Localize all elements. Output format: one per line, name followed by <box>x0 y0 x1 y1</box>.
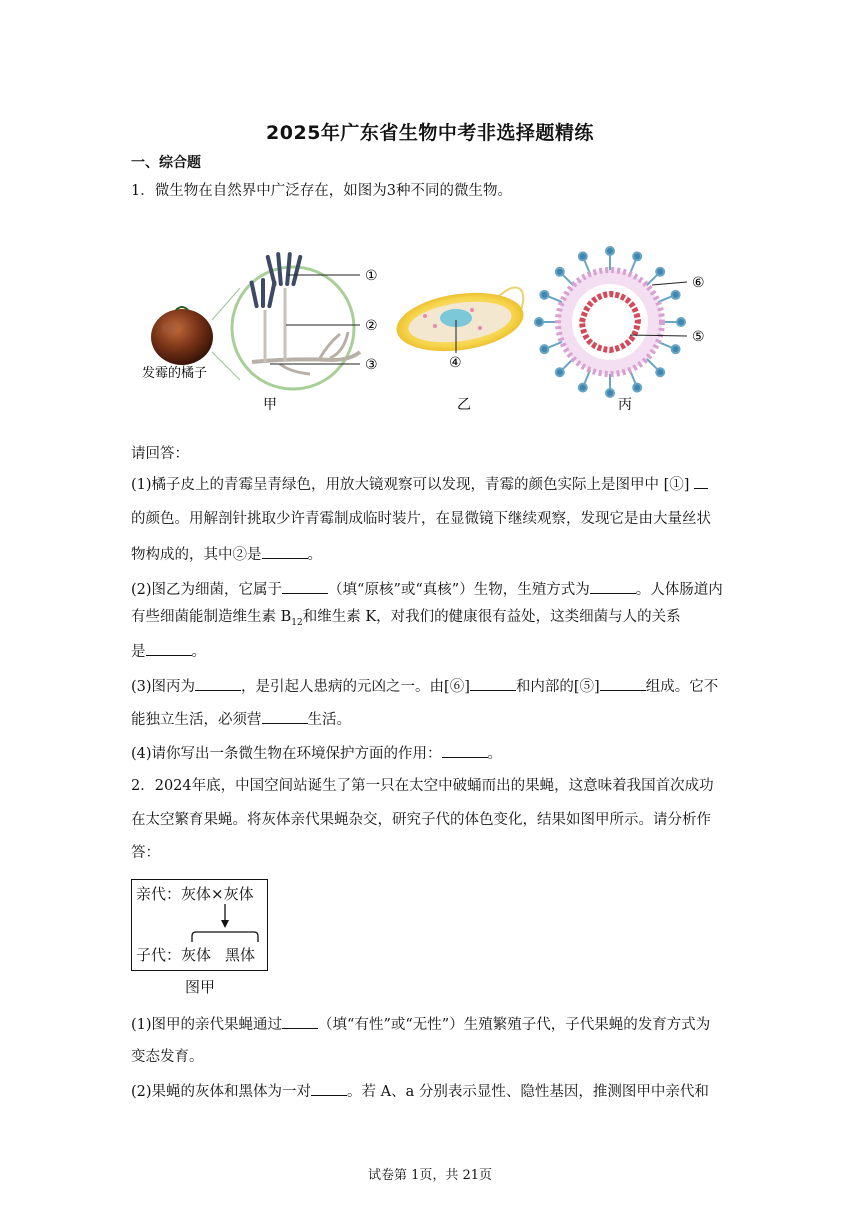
child-a: 灰体 <box>181 946 212 964</box>
virus-spike-head <box>540 291 548 299</box>
virus-spike <box>562 274 573 285</box>
q2-line1: 2．2024年底，中国空间站诞生了第一只在太空中破蛹而出的果蝇，这意味着我国首次成功 <box>131 778 714 794</box>
panel-label-yi: 乙 <box>457 397 471 413</box>
q1-part1-line1: (1)橘子皮上的青霉呈青绿色，用放大镜观察可以发现，青霉的颜色实际上是图甲中 [①] <box>131 474 708 495</box>
virus-spike-head <box>535 318 543 326</box>
q2-line2: 在太空繁育果蝇。将灰体亲代果蝇杂交，研究子代的体色变化，结果如图甲所示。请分析作 <box>131 812 711 828</box>
virus-image <box>535 247 687 397</box>
bacterium-image <box>393 285 528 358</box>
parent-b: 灰体 <box>223 885 254 903</box>
answer-blank[interactable] <box>694 474 708 489</box>
virus-spike-head <box>633 252 641 260</box>
page-footer: 试卷第 1页，共 21页 <box>367 1168 493 1183</box>
marker-1: ① <box>365 268 378 284</box>
virus-spike-head <box>656 368 664 376</box>
virus-spike-head <box>606 247 614 255</box>
penicillium-magnified <box>232 252 360 389</box>
virus-spike <box>584 370 590 385</box>
virus-spike-head <box>540 345 548 353</box>
marker-6: ⑥ <box>692 275 705 291</box>
marker-4: ④ <box>449 355 462 371</box>
microorganism-figure <box>130 240 730 420</box>
parent-a: 灰体 <box>181 885 212 903</box>
answer-blank[interactable] <box>311 1081 347 1096</box>
virus-spike-head <box>556 268 564 276</box>
section-heading: 一、综合题 <box>131 155 201 171</box>
q1-part2-line2: 有些细菌能制造维生素 $B_{12}$和维生素 K，对我们的健康很有益处，这类细菌与人的关系 <box>131 609 681 628</box>
marker-5: ⑤ <box>692 329 705 345</box>
q1-part1-line3: 物构成的，其中②是 。 <box>131 544 322 565</box>
q1-part4: (4)请你写出一条微生物在环境保护方面的作用： 。 <box>131 743 502 764</box>
child-label: 子代： <box>136 946 182 964</box>
virus-spike-head <box>579 384 587 392</box>
cross-symbol: × <box>211 885 224 903</box>
q1-part3-line1: (3)图丙为 ，是引起人患病的元凶之一。由[⑥] 和内部的[⑤] 组成。它不 <box>131 676 718 697</box>
virus-spike <box>647 359 658 370</box>
answer-blank[interactable] <box>282 579 328 594</box>
answer-blank[interactable] <box>442 743 488 758</box>
cross-arrow <box>132 904 266 944</box>
virus-spike <box>547 342 562 348</box>
parent-label: 亲代： <box>136 885 182 903</box>
virus-spike <box>647 274 658 285</box>
virus-spike <box>658 296 673 302</box>
orange-label: 发霉的橘子 <box>142 366 208 381</box>
q2-line3: 答： <box>131 845 160 861</box>
virus-spike-head <box>579 252 587 260</box>
virus-spike-head <box>672 291 680 299</box>
q2-part2-line1: (2)果蝇的灰体和黑体为一对 。若 A、a 分别表示显性、隐性基因，推测图甲中亲代和 <box>131 1081 709 1102</box>
virus-spike-head <box>556 368 564 376</box>
q1-part1-line2: 的颜色。用解剖针挑取少许青霉制成临时装片，在显微镜下继续观察，发现它是由大量丝状 <box>131 511 711 527</box>
answer-blank[interactable] <box>262 709 308 724</box>
virus-spike-head <box>633 384 641 392</box>
answer-blank[interactable] <box>262 544 308 559</box>
panel-label-bing: 丙 <box>618 397 632 413</box>
q1-part2-line1: (2)图乙为细菌，它属于 （填“原核”或“真核”）生物，生殖方式为 。人体肠道内 <box>131 579 723 600</box>
cross-diagram <box>131 879 268 971</box>
answer-blank[interactable] <box>146 641 192 656</box>
virus-spike-head <box>672 345 680 353</box>
answer-blank[interactable] <box>282 1014 318 1029</box>
moldy-orange-image <box>151 307 213 365</box>
answer-blank[interactable] <box>195 676 241 691</box>
answer-blank[interactable] <box>590 579 636 594</box>
virus-spike-head <box>677 318 685 326</box>
marker-2: ② <box>365 318 378 334</box>
panel-label-jia: 甲 <box>263 397 277 413</box>
virus-spike-head <box>656 268 664 276</box>
answer-blank[interactable] <box>470 676 516 691</box>
q2-part1-line2: 变态发育。 <box>131 1049 204 1065</box>
virus-spike <box>547 296 562 302</box>
q1-part3-line2: 能独立生活，必须营 生活。 <box>131 709 351 730</box>
answer-blank[interactable] <box>600 676 646 691</box>
diagram-caption: 图甲 <box>185 978 216 996</box>
virus-spike-head <box>606 389 614 397</box>
child-b: 黑体 <box>225 946 256 964</box>
q1-prompt: 请回答： <box>131 446 189 462</box>
page-title: 2025年广东省生物中考非选择题精练 <box>266 122 594 144</box>
marker-3: ③ <box>365 357 378 373</box>
q1-part2-line3: 是 。 <box>131 641 206 662</box>
q2-part1-line1: (1)图甲的亲代果蝇通过 （填“有性”或“无性”）生殖繁殖子代，子代果蝇的发育方式为 <box>131 1014 710 1035</box>
q1-intro: 1．微生物在自然界中广泛存在，如图为3种不同的微生物。 <box>131 183 512 199</box>
